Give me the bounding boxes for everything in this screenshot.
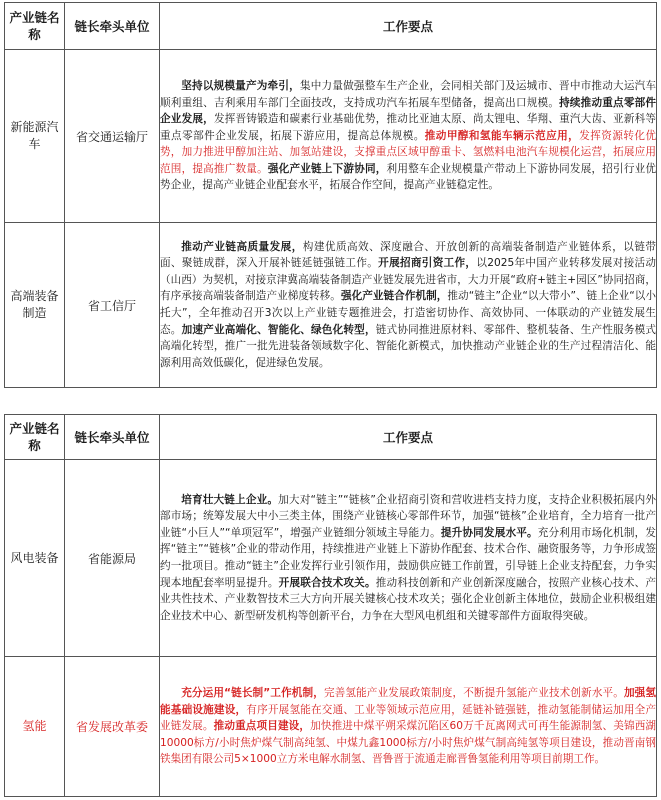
table-row <box>5 460 657 657</box>
work-point-text: 充分利用市场化机制，发挥“链主”“链核”企业的带动作用，持续推进产业链上下游协作配套、技术合作、融资服务等，力争形成签约一批项目。推动“链主”企业发挥行业引领作用，鼓励供应链工作前置，引导链上企业支持配套，力争实现本地配套率明显提升。 <box>160 526 657 589</box>
work-point-text: 以2025年中国产业转移发展对接活动（山西）为契机，对接京津冀高端装备制造产业链发展先进省市，大力开展“政府+链主+园区”协同招商，有序承接高端装备制造产业梯度转移。 <box>160 257 656 303</box>
work-point-heading: 强化产业链上下游协同， <box>267 162 387 175</box>
work-points <box>160 223 657 388</box>
work-table-2 <box>4 414 657 797</box>
work-point-text: 有序开展氢能在交通、工业等领域示范应用，延链补链强链，推动氢能制储运加用全产业链发展。 <box>160 703 656 733</box>
work-point-text: 利用整车企业规模量产带动上下游协同发展，招引行业优势企业，提高产业链企业配套水平，拓展合作空间，提高产业链稳定性。 <box>160 162 657 192</box>
work-point-text: 构建优质高效、深度融合、开放创新的高端装备制造产业链体系，以链带面、聚链成群，深入开展补链延链强链工作。 <box>160 240 657 270</box>
lead-unit: 省能源局 <box>65 460 160 657</box>
work-point-text: 集中力量做强整车生产企业，会同相关部门及运城市、晋中市推动大运汽车顺利重组、吉利乘用车部门全面技改，支持成功汽车拓展车型储备，提高出口规模。 <box>160 79 657 109</box>
work-point-heading: 培育壮大链上企业。 <box>181 493 279 506</box>
table-header <box>5 415 657 460</box>
table-header <box>5 3 657 50</box>
work-point-heading: 坚持以规模量产为牵引， <box>181 79 300 92</box>
table-row <box>5 657 657 797</box>
table-row <box>5 223 657 388</box>
work-point-heading: 持续推动重点零部件企业发展， <box>160 96 656 126</box>
header-chain: 产业链名称 <box>5 415 65 460</box>
work-point-heading: 推动重点项目建设， <box>213 720 311 733</box>
header-chain: 产业链名称 <box>5 3 65 50</box>
chain-name: 高端装备制造 <box>5 223 65 388</box>
work-point-text: 发挥晋铸锻造和碳素行业基础优势，推动比亚迪太原、尚太锂电、华翔、重汽大齿、亚新科等重点零部件企业发展，拓展下游应用，提高总体规模。 <box>160 113 656 142</box>
header-lead: 链长牵头单位 <box>65 3 160 50</box>
lead-unit: 省工信厅 <box>65 223 160 388</box>
work-point-text: 发挥资源转化优势，加力推进甲醇加注站、加氢站建设，支撑重点区域甲醇重卡、氢燃料电池汽车规模化运营，拓展应用范围，提高推广数量。 <box>160 129 657 175</box>
table-row <box>5 50 657 223</box>
chain-name: 氢能 <box>5 657 65 797</box>
lead-unit: 省发展改革委 <box>65 657 160 797</box>
header-work: 工作要点 <box>160 415 657 460</box>
work-point-heading: 充分运用“链长制”工作机制， <box>181 687 324 700</box>
work-point-text: 推动“链主”企业“以大带小”、链上企业“以小托大”，全年推动召开3次以上产业链专题推进会，打造密切协作、高效协同、一体联动的产业链发展生态。 <box>160 290 656 336</box>
chain-name: 新能源汽车 <box>5 50 65 223</box>
lead-unit: 省交通运输厅 <box>65 50 160 223</box>
work-point-text: 完善氢能产业发展政策制度，不断提升氢能产业技术创新水平。 <box>323 687 624 700</box>
work-point-text: 链式协同推进原材料、零部件、整机装备、生产性服务模式高端化转型，推广一批先进装备领域数字化、智能化新模式，加快推动产业链企业的生产过程清洁化、能源利用高效低碳化，促进绿色发展。 <box>160 323 657 369</box>
work-point-text: 加大对“链主”“链核”企业招商引资和营收进档支持力度，支持企业积极拓展内外部市场；统筹发展大中小三类主体，围绕产业链核心零部件环节，加强“链核”企业培育，全力培育一批产业链“小巨人”“单项冠军”，增强产业链细分领域主导能力。 <box>160 493 657 539</box>
header-lead: 链长牵头单位 <box>65 415 160 460</box>
chain-name: 风电装备 <box>5 460 65 657</box>
work-point-heading: 推动甲醇和氢能车辆示范应用， <box>424 129 580 142</box>
work-point-heading: 加速产业高端化、智能化、绿色化转型， <box>181 323 376 336</box>
work-point-heading: 开展招商引资工作， <box>378 257 477 270</box>
work-point-text: 加快推进中煤平朔采煤沉陷区60万千瓦离网式可再生能源制氢、美锦西湖10000标方/小时焦炉煤气制高纯氢、中煤九鑫1000标方/小时焦炉煤气制高纯氢等项目建设，推动晋南钢铁集团有限公司5×1000立方米电解水制氢、晋鲁晋于流通走廊晋鲁氢能利用等项目前期工作。 <box>160 720 657 766</box>
work-point-heading: 强化产业链合作机制， <box>340 290 448 303</box>
work-table-1 <box>4 2 657 388</box>
work-point-heading: 加强氢能基础设施建设， <box>160 687 656 716</box>
work-points <box>160 657 657 797</box>
work-point-heading: 开展联合技术攻关。 <box>278 576 376 589</box>
work-point-heading: 推动产业链高质量发展， <box>181 240 303 253</box>
work-points <box>160 460 657 657</box>
work-point-text: 推动科技创新和产业创新深度融合，按照产业核心技术、产业共性技术、产业数智技术三大方向开展关键核心技术攻关；强化企业创新主体地位，鼓励企业积极组建企业技术中心、新型研发机构等创新平台，力争在大型风电机组和关键零部件方面取得突破。 <box>160 576 657 622</box>
work-points <box>160 50 657 223</box>
work-point-heading: 提升协同发展水平。 <box>440 526 538 539</box>
header-work: 工作要点 <box>160 3 657 50</box>
